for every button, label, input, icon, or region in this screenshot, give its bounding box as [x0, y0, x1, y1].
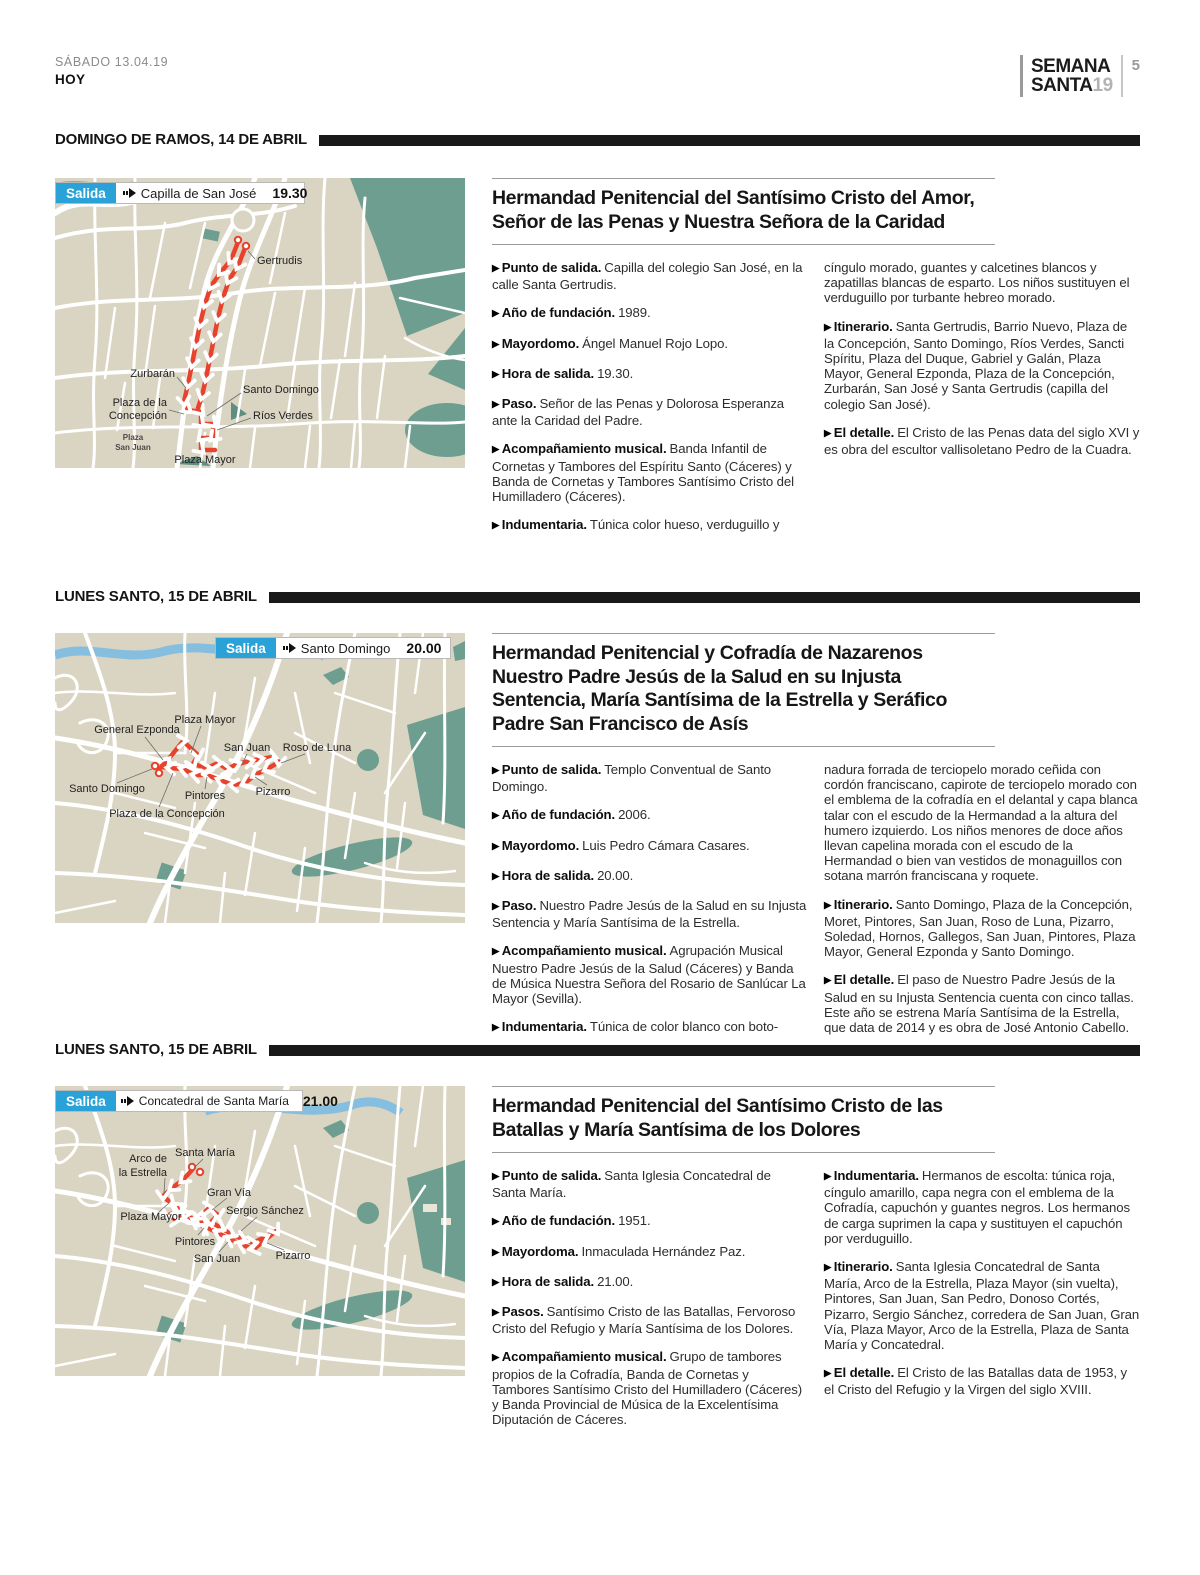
route-end-marker — [156, 770, 162, 776]
info-text: cíngulo morado, guantes y calcetines blancos y zapatillas blancas de esparto. Los niños sustituyen el verduguillo por turbante hebreo morado. — [824, 260, 1130, 306]
section-1 — [55, 178, 1140, 573]
date-block — [55, 55, 168, 87]
map-label: la Estrella — [118, 1167, 167, 1179]
route-start-marker — [152, 763, 158, 769]
salida-time: 21.00 — [302, 1093, 338, 1109]
day-title: LUNES SANTO, 15 DE ABRIL — [55, 588, 257, 605]
section-3 — [55, 1086, 1140, 1481]
section-1-content — [492, 178, 1140, 547]
info-item — [492, 336, 808, 353]
map-label: Santa María — [175, 1147, 235, 1159]
info-lead: ▶ Paso. — [492, 396, 536, 411]
info-item — [492, 366, 808, 383]
info-item — [492, 807, 808, 824]
hermandad-title: Hermandad Penitencial del Santísimo Cristo del Amor, Señor de las Penas y Nuestra Señora de la Caridad — [492, 187, 975, 233]
route-map-3 — [55, 1086, 465, 1376]
info-text: Ángel Manuel Rojo Lopo. — [582, 335, 728, 351]
info-text: Luis Pedro Cámara Casares. — [582, 837, 750, 853]
info-item — [492, 1304, 808, 1336]
info-item — [824, 762, 1140, 884]
map-label: Santo Domingo — [243, 384, 319, 396]
info-text: 20.00. — [597, 867, 634, 883]
newspaper-brand: HOY — [55, 72, 86, 87]
info-item — [824, 1365, 1140, 1397]
day-header-row — [55, 131, 1140, 148]
divider — [492, 746, 995, 747]
info-text: Señor de las Penas y Dolorosa Esperanza ante la Caridad del Padre. — [492, 396, 785, 429]
page-header — [55, 55, 1140, 97]
route-map-1 — [55, 178, 465, 468]
info-text: 1951. — [618, 1213, 651, 1229]
salida-tag: Salida — [216, 638, 276, 658]
info-lead: ▶ Itinerario. — [824, 319, 893, 334]
map-label: Zurbarán — [130, 368, 175, 380]
info-text: 1989. — [618, 305, 651, 321]
info-text: Túnica de color blanco con boto- — [589, 1019, 779, 1035]
info-item — [492, 260, 808, 292]
hermandad-title: Hermandad Penitencial y Cofradía de Nazarenos Nuestro Padre Jesús de la Salud en su Injusta Sentencia, María Santísima de la Estrella y Seráfico Padre San Francisco de Asís — [492, 642, 947, 735]
map-label: General Ezponda — [94, 724, 180, 736]
info-lead: ▶ Punto de salida. — [492, 762, 601, 777]
map-label: Santo Domingo — [69, 783, 145, 795]
section-2 — [55, 633, 1140, 1036]
divider — [492, 1152, 995, 1153]
info-text: Túnica color hueso, verduguillo y — [589, 517, 780, 533]
info-item — [492, 838, 808, 855]
info-lead: ▶ Hora de salida. — [492, 868, 594, 883]
page-number: 5 — [1131, 57, 1140, 74]
route-end-marker — [197, 1169, 203, 1175]
info-item — [492, 1168, 808, 1200]
map-label: Roso de Luna — [282, 742, 352, 754]
route-map-3-svg — [55, 1086, 465, 1376]
map-label: Plaza Mayor — [120, 1211, 182, 1223]
info-item — [492, 441, 808, 504]
info-text: Templo Conventual de Santo Domingo. — [492, 762, 772, 795]
info-item — [492, 1274, 808, 1291]
info-item — [492, 1244, 808, 1261]
map-label: San Juan — [223, 742, 271, 754]
map-label: Plaza Mayor — [174, 454, 236, 466]
day-header-bar — [269, 1045, 1140, 1056]
day-header-bar — [319, 135, 1140, 146]
info-lead: ▶ Indumentaria. — [492, 517, 587, 532]
map-label: San Juan — [193, 1253, 241, 1265]
column-1 — [492, 260, 808, 547]
salida-origin: Capilla de San José — [116, 186, 264, 201]
route-map-1-svg — [55, 178, 465, 468]
map-label: Gertrudis — [257, 255, 303, 267]
info-item — [492, 1019, 808, 1036]
divider — [492, 1086, 995, 1087]
info-text: Inmaculada Hernández Paz. — [581, 1243, 746, 1259]
day-header-bar — [269, 592, 1140, 603]
column-1 — [492, 762, 808, 1049]
info-text: 21.00. — [597, 1273, 634, 1289]
arrow-icon — [121, 1096, 134, 1106]
day-header-row — [55, 1041, 1140, 1058]
info-item — [492, 1213, 808, 1230]
info-lead: ▶ Itinerario. — [824, 1259, 893, 1274]
route-map-2 — [55, 633, 465, 923]
map-label: Arco de — [129, 1153, 167, 1165]
masthead-right-bar — [1121, 55, 1123, 97]
masthead-line2: SANTA — [1030, 75, 1093, 96]
masthead-line1: SEMANA — [1030, 56, 1111, 77]
day-title: LUNES SANTO, 15 DE ABRIL — [55, 1041, 257, 1058]
route-end-marker — [243, 243, 249, 249]
map-label: Pintores — [174, 1236, 216, 1248]
date-label: SÁBADO 13.04.19 — [55, 55, 169, 69]
info-lead: ▶ Mayordomo. — [492, 336, 579, 351]
info-item — [492, 517, 808, 534]
route-start-marker — [189, 1164, 195, 1170]
info-item — [824, 1168, 1140, 1246]
info-text: Santa Gertrudis, Barrio Nuevo, Plaza de la Concepción, Santo Domingo, Ríos Verdes, Sancti Spíritu, Plaza del Duque, Gabriel y Galán, Plaza Mayor, General Ezponda, Plaza de la Concepción, Zurbarán, San José y Santa Gertrudis (capilla del colegio San José). — [824, 318, 1128, 412]
info-lead: ▶ Año de fundación. — [492, 305, 615, 320]
info-lead: ▶ Punto de salida. — [492, 1168, 601, 1183]
info-text: Banda Infantil de Cornetas y Tambores del Espíritu Santo (Cáceres) y Banda de Cornetas y Tambores Santísimo Cristo del Humilladero (Cáceres). — [492, 441, 794, 505]
info-lead: ▶ El detalle. — [824, 972, 894, 987]
info-lead: ▶ Itinerario. — [824, 897, 893, 912]
arrow-icon — [283, 643, 296, 653]
divider — [492, 633, 995, 634]
salida-badge — [55, 1090, 338, 1112]
info-lead: ▶ Año de fundación. — [492, 807, 615, 822]
section-3-content — [492, 1086, 1140, 1440]
info-text: El Cristo de las Batallas data de 1953, y el Cristo del Refugio y la Virgen del siglo XVIII. — [824, 1365, 1127, 1398]
info-lead: ▶ Acompañamiento musical. — [492, 1349, 667, 1364]
masthead-left-bar — [1020, 55, 1023, 97]
column-2 — [824, 260, 1140, 547]
info-text: Santa Iglesia Concatedral de Santa María, Arco de la Estrella, Plaza Mayor (sin vuelta), Pintores, San Juan, San Pedro, Donoso Cortés, Pizarro, Sergio Sánchez, corredera de San Juan, Gran Vía, Plaza Mayor, Arco de la Estrella, Plaza de Santa María y Concatedral. — [824, 1259, 1140, 1353]
salida-origin: Santo Domingo — [276, 641, 398, 656]
map-label: Plaza de la Concepción — [109, 808, 225, 820]
info-text: Santa Iglesia Concatedral de Santa María. — [492, 1168, 771, 1201]
map-label: Gran Vía — [206, 1187, 252, 1199]
masthead-year: 19 — [1092, 75, 1113, 96]
info-text: Santo Domingo, Plaza de la Concepción, Moret, Pintores, San Juan, Roso de Luna, Pizarro, Soledad, Hornos, Gallegos, San Juan, Pintores, Plaza Mayor, General Ezponda y Santo Domingo. — [824, 896, 1136, 960]
divider — [492, 244, 995, 245]
section-2-content — [492, 633, 1140, 1049]
salida-badge — [55, 182, 308, 204]
info-item — [492, 396, 808, 428]
info-item — [492, 943, 808, 1006]
info-lead: ▶ Hora de salida. — [492, 1274, 594, 1289]
map-label: Plaza — [122, 433, 144, 442]
info-text: Nuestro Padre Jesús de la Salud en su Injusta Sentencia y María Santísima de la Estrella. — [492, 898, 807, 931]
info-text: Hermanos de escolta: túnica roja, cíngulo amarillo, capa negra con el emblema de la Cofradía, capuchón y guantes negros. Los hermanos de carga suprimen la capa y sustituyen el capuchón por verduguillo. — [824, 1168, 1130, 1246]
info-item — [492, 898, 808, 930]
map-label: Ríos Verdes — [253, 410, 313, 422]
salida-time: 20.00 — [406, 640, 442, 656]
info-text: nadura forrada de terciopelo morado ceñida con cordón franciscano, capirote de terciopelo morado con el emblema de la cofradía en el delantal y capa blanca talar con el escudo de la Hermandad a la altura del humero izquierdo. Los niños menores de doce años llevan capelina morada con el escudo de la Hermandad o bien van vestidos de monaguillos con sotana marrón franciscana y roquete. — [824, 762, 1138, 884]
info-item — [492, 868, 808, 885]
info-lead: ▶ Indumentaria. — [824, 1168, 919, 1183]
info-lead: ▶ Pasos. — [492, 1304, 544, 1319]
info-item — [824, 972, 1140, 1035]
info-text: Santísimo Cristo de las Batallas, Fervoroso Cristo del Refugio y María Santísima de los Dolores. — [492, 1304, 796, 1337]
route-start-marker — [235, 237, 241, 243]
salida-time: 19.30 — [272, 185, 308, 201]
info-item — [824, 1259, 1140, 1352]
hermandad-title: Hermandad Penitencial del Santísimo Cristo de las Batallas y María Santísima de los Dolores — [492, 1095, 943, 1141]
info-item — [492, 762, 808, 794]
map-label: Concepción — [108, 410, 167, 422]
map-label: San Juan — [115, 443, 151, 452]
info-lead: ▶ Indumentaria. — [492, 1019, 587, 1034]
masthead — [1020, 55, 1123, 97]
map-label: Pizarro — [255, 786, 291, 798]
info-lead: ▶ Año de fundación. — [492, 1213, 615, 1228]
map-label: Pintores — [184, 790, 226, 802]
salida-tag: Salida — [56, 183, 116, 203]
info-lead: ▶ Acompañamiento musical. — [492, 943, 667, 958]
info-item — [824, 260, 1140, 306]
info-lead: ▶ El detalle. — [824, 425, 894, 440]
info-lead: ▶ Hora de salida. — [492, 366, 594, 381]
day-title: DOMINGO DE RAMOS, 14 DE ABRIL — [55, 131, 307, 148]
info-lead: ▶ Paso. — [492, 898, 536, 913]
info-lead: ▶ Mayordoma. — [492, 1244, 578, 1259]
salida-badge — [215, 637, 451, 659]
day-header-row — [55, 588, 1140, 605]
info-text: Agrupación Musical Nuestro Padre Jesús de la Salud (Cáceres) y Banda de Música Nuestra Señora del Rosario de Sanlúcar La Mayor (Sevilla). — [492, 943, 806, 1007]
info-item — [824, 319, 1140, 412]
salida-origin: Concatedral de Santa María — [116, 1094, 294, 1108]
map-label: Plaza Mayor — [174, 714, 236, 726]
arrow-icon — [123, 188, 136, 198]
salida-tag: Salida — [56, 1091, 116, 1111]
map-label: Pizarro — [275, 1250, 311, 1262]
info-lead: ▶ El detalle. — [824, 1365, 894, 1380]
info-item — [824, 425, 1140, 457]
info-item — [824, 897, 1140, 960]
info-text: Capilla del colegio San José, en la calle Santa Gertrudis. — [492, 260, 803, 293]
info-item — [492, 1349, 808, 1427]
info-text: El Cristo de las Penas data del siglo XVI y es obra del escultor vallisoletano Pedro de la Cuadra. — [824, 424, 1140, 458]
info-text: Grupo de tambores propios de la Cofradía, Banda de Cornetas y Tambores Santísimo Cristo del Humilladero (Cáceres) y Banda Provincial de Música de la Excelentísima Diputación de Cáceres. — [492, 1349, 803, 1428]
divider — [492, 178, 995, 179]
map-label: Sergio Sánchez — [226, 1205, 304, 1217]
info-item — [492, 305, 808, 322]
map-label: Plaza de la — [112, 397, 167, 409]
info-text: El paso de Nuestro Padre Jesús de la Salud en su Injusta Sentencia cuenta con cinco tallas. Este año se estrena María Santísima de la Estrella, que data de 2014 y es obra de José Antonio Cabello. — [824, 972, 1134, 1036]
column-2 — [824, 762, 1140, 1049]
info-text: 19.30. — [597, 365, 634, 381]
info-lead: ▶ Mayordomo. — [492, 838, 579, 853]
info-lead: ▶ Punto de salida. — [492, 260, 601, 275]
route-map-2-svg — [55, 633, 465, 923]
column-1 — [492, 1168, 808, 1440]
column-2 — [824, 1168, 1140, 1440]
info-text: 2006. — [618, 807, 651, 823]
info-lead: ▶ Acompañamiento musical. — [492, 441, 667, 456]
